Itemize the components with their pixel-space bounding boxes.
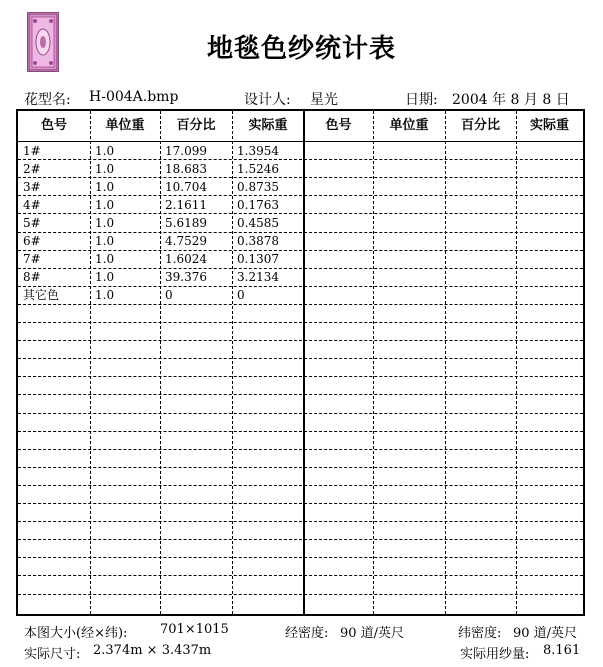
image-size-value: 701×1015 [160, 622, 229, 637]
date-value: 2004 年 8 月 8 日 [452, 92, 570, 108]
table-cell: 1.3954 [237, 143, 279, 158]
table-cell: 4# [23, 197, 41, 212]
table-cell: 2# [23, 161, 41, 176]
table-cell: 1.0 [95, 288, 115, 303]
table-cell: 5.6189 [165, 215, 207, 230]
table-header-cell: 实际重 [248, 118, 288, 133]
table-header-cell: 色号 [325, 118, 352, 133]
table-row-line [18, 358, 583, 359]
table-cell: 其它色 [23, 288, 60, 303]
table-row-line [18, 449, 583, 450]
table-cell: 10.704 [165, 179, 207, 194]
table-cell: 1.5246 [237, 161, 279, 176]
designer-label: 设计人: [244, 92, 291, 108]
table-row-line [18, 431, 583, 432]
table-header-cell: 实际重 [529, 118, 569, 133]
table-header-cell: 百分比 [460, 118, 500, 133]
warp-density-value: 90 道/英尺 [340, 626, 405, 641]
table-cell: 1.0 [95, 143, 115, 158]
table-cell: 1.6024 [165, 252, 207, 267]
weft-density-value: 90 道/英尺 [513, 626, 578, 641]
table-header-cell: 色号 [40, 118, 67, 133]
table-cell: 0.4585 [237, 215, 279, 230]
table-row-line [18, 594, 583, 595]
table-cell: 6# [23, 234, 41, 248]
table-cell: 17.099 [165, 143, 207, 158]
table-cell: 7# [23, 252, 41, 267]
actual-size-label: 实际尺寸: [24, 647, 81, 662]
table-cell: 0 [237, 288, 245, 303]
yarn-usage-label: 实际用纱量: [460, 647, 530, 662]
table-header-cell: 单位重 [389, 118, 429, 133]
table-cell: 18.683 [165, 161, 207, 176]
table-cell: 0.8735 [237, 179, 279, 194]
table-cell: 0 [165, 288, 173, 303]
table-cell: 0.3878 [237, 234, 279, 248]
table-cell: 1.0 [95, 270, 115, 285]
table-header-cell: 百分比 [176, 118, 216, 133]
pattern-name-label: 花型名: [24, 92, 71, 108]
image-size-label: 本图大小(经×纬): [24, 626, 128, 641]
table-header-cell: 单位重 [105, 118, 145, 133]
table-row-line [18, 557, 583, 558]
table-row-line [18, 467, 583, 468]
table-row-line [18, 413, 583, 414]
table-row-line [18, 521, 583, 522]
table-cell: 1.0 [95, 197, 115, 212]
yarn-color-table [16, 109, 585, 616]
table-row-line [18, 503, 583, 504]
table-cell: 1.0 [95, 179, 115, 194]
table-cell: 1.0 [95, 234, 115, 248]
table-cell: 1.0 [95, 252, 115, 267]
yarn-usage-value: 8.161 [543, 643, 581, 658]
table-row-line [18, 394, 583, 395]
table-row-line [18, 539, 583, 540]
table-cell: 0.1763 [237, 197, 279, 212]
table-row-line [18, 485, 583, 486]
designer-value: 星光 [310, 92, 338, 108]
warp-density-label: 经密度: [285, 626, 329, 641]
table-cell: 0.1307 [237, 252, 279, 267]
table-cell: 1# [23, 143, 41, 158]
table-cell: 3# [23, 179, 41, 194]
table-row-line [18, 376, 583, 377]
table-cell: 3.2134 [237, 270, 279, 285]
table-row-line [18, 340, 583, 341]
date-label: 日期: [405, 92, 438, 108]
page-title: 地毯色纱统计表 [206, 34, 396, 64]
pattern-name-value: H-004A.bmp [89, 89, 179, 105]
weft-density-label: 纬密度: [458, 626, 502, 641]
table-cell: 4.7529 [165, 234, 207, 248]
table-row-line [18, 575, 583, 576]
table-row-line [18, 322, 583, 323]
table-cell: 5# [23, 215, 41, 230]
table-cell: 1.0 [95, 215, 115, 230]
actual-size-value: 2.374m × 3.437m [93, 643, 212, 658]
table-cell: 2.1611 [165, 197, 207, 212]
table-cell: 39.376 [165, 270, 207, 285]
table-cell: 8# [23, 270, 41, 285]
table-cell: 1.0 [95, 161, 115, 176]
